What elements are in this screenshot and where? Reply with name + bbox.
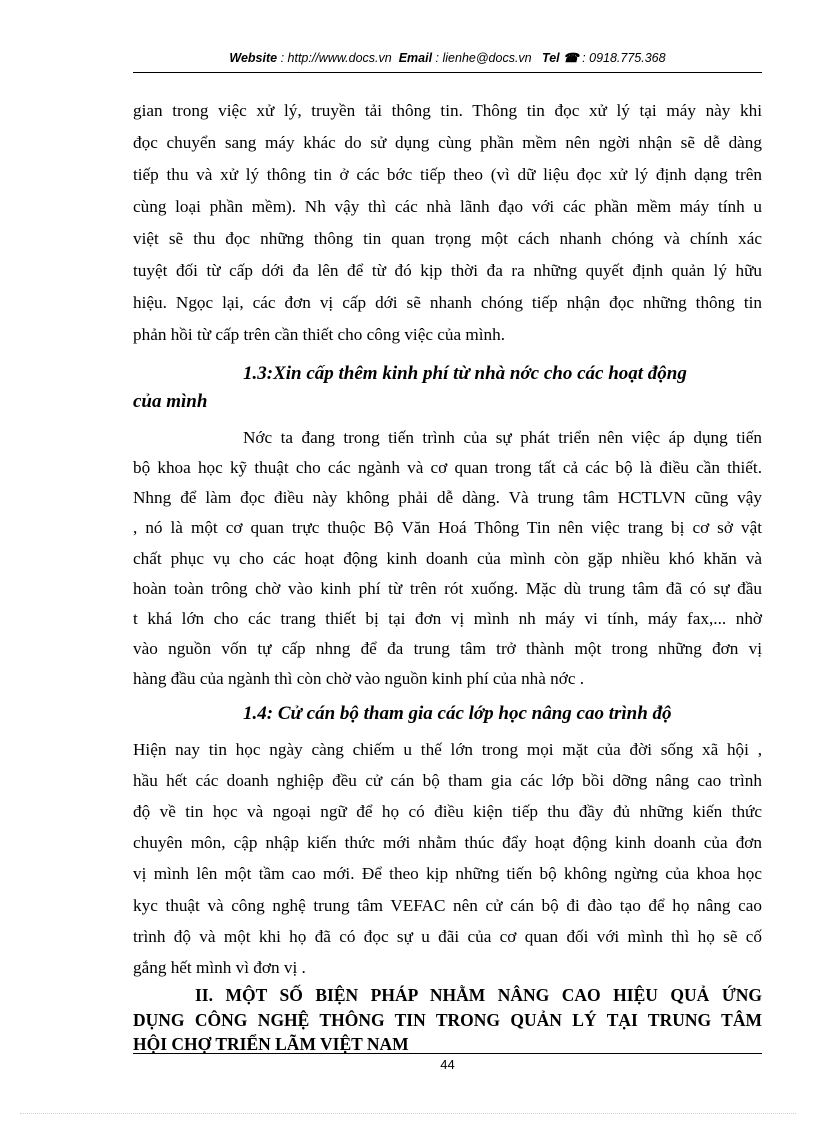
text-line: Nhng để làm đọc điều này không phải dễ dàng. Và trung tâm HCTLVN cũng vậy xyxy=(133,488,762,507)
website-value: : http://www.docs.vn xyxy=(280,51,392,65)
page-bottom-border xyxy=(20,1113,796,1114)
section-ii-line-2: DỤNG CÔNG NGHỆ THÔNG TIN TRONG QUẢN LÝ TẠI TRUNG TÂM xyxy=(133,1009,762,1030)
text-line: chuyên môn, cập nhập kiến thức mới nhằm thúc đẩy hoạt động kinh doanh của đơn xyxy=(133,833,762,852)
website-label: Website xyxy=(229,51,278,65)
header-rule xyxy=(133,72,762,73)
text-line: đọc chuyển sang máy khác do sử dụng cùng phần mềm nên ngời nhận sẽ dễ dàng xyxy=(133,133,762,152)
email-label: Email xyxy=(398,51,433,65)
text-line: Hiện nay tin học ngày càng chiếm u thế lớn trong mọi mặt của đời sống xã hội , xyxy=(133,740,762,759)
heading-1-3-line-2: của mình xyxy=(133,391,208,412)
text-line: hiệu. Ngọc lại, các đơn vị cấp dới sẽ nhanh chóng tiếp nhận đọc những thông tin xyxy=(133,293,762,312)
text-line: bộ khoa học kỹ thuật cho các ngành và cơ quan trong tất cả các bộ là điều cần thiết. xyxy=(133,458,762,477)
text-line: hầu hết các doanh nghiệp đều cử cán bộ tham gia các lớp bồi dỡng nâng cao trình xyxy=(133,771,762,790)
text-line: gắng hết mình vì đơn vị . xyxy=(133,958,306,977)
text-line: trình độ và một khi họ đã có đọc sự u đãi của cơ quan đối với mình thì họ sẽ cố xyxy=(133,927,762,946)
section-ii-line-3: HỘI CHỢ TRIỂN LÃM VIỆT NAM xyxy=(133,1034,409,1054)
page-number: 44 xyxy=(440,1057,455,1072)
text-line: độ về tin học và ngoại ngữ để họ có điều kiện tiếp thu đầy đủ những kiến thức xyxy=(133,802,762,821)
heading-1-4: 1.4: Cử cán bộ tham gia các lớp học nâng cao trình độ xyxy=(243,703,672,724)
text-line: phản hồi từ cấp trên cần thiết cho công việc của mình. xyxy=(133,325,506,344)
heading-1-3-line-1: 1.3:Xin cấp thêm kinh phí từ nhà nớc cho các hoạt động xyxy=(243,363,687,384)
text-line: t khá lớn cho các trang thiết bị tại đơn vị mình nh máy vi tính, máy fax,... nhờ xyxy=(133,609,762,628)
text-line: tiếp thu và xử lý thông tin ở các bớc tiếp theo (vì dữ liệu đọc xử lý định dạng trên xyxy=(133,165,762,184)
text-line: vào nguồn vốn tự cấp nhng để đa trung tâm trở thành một trong những đơn vị xyxy=(133,639,762,658)
tel-label: Tel ☎ xyxy=(542,51,579,65)
section-ii-line-1: II. MỘT SỐ BIỆN PHÁP NHẰM NÂNG CAO HIỆU QUẢ ỨNG xyxy=(195,985,762,1005)
text-line: hoàn toàn trông chờ vào kinh phí từ trên rót xuống. Mặc dù trung tâm đã có sự đầu xyxy=(133,579,762,598)
text-line: cùng loại phần mềm). Nh vậy thì các nhà lãnh đạo với các phần mềm máy tính u xyxy=(133,197,762,216)
page-header xyxy=(133,50,762,65)
text-line: việt sẽ thu đọc những thông tin quan trọng một cách nhanh chóng và chính xác xyxy=(133,229,762,248)
tel-value: : 0918.775.368 xyxy=(582,51,666,65)
text-line: hàng đầu của ngành thì còn chờ vào nguồn kinh phí của nhà nớc . xyxy=(133,669,585,688)
text-line: vị mình lên một tầm cao mới. Để theo kịp những tiến bộ không ngừng của khoa học xyxy=(133,864,762,883)
footer-rule xyxy=(133,1053,762,1054)
text-line: Nớc ta đang trong tiến trình của sự phát triển nên việc áp dụng tiến xyxy=(243,428,762,447)
text-line: , nó là một cơ quan trực thuộc Bộ Văn Hoá Thông Tin nên việc trang bị cơ sở vật xyxy=(133,518,762,537)
text-line: tuyệt đối từ cấp dới đa lên để từ đó kịp thời đa ra những quyết định quản lý hữu xyxy=(133,261,762,280)
text-line: kyc thuật và công nghệ trung tâm VEFAC nên cử cán bộ đi đào tạo để họ nâng cao xyxy=(133,896,762,915)
text-line: gian trong việc xử lý, truyền tải thông tin. Thông tin đọc xử lý tại máy này khi xyxy=(133,101,762,120)
section-ii-heading xyxy=(133,983,762,1032)
text-line: chất phục vụ cho các hoạt động kinh doanh của mình còn gặp nhiều khó khăn và xyxy=(133,549,762,568)
email-value: : lienhe@docs.vn xyxy=(435,51,532,65)
